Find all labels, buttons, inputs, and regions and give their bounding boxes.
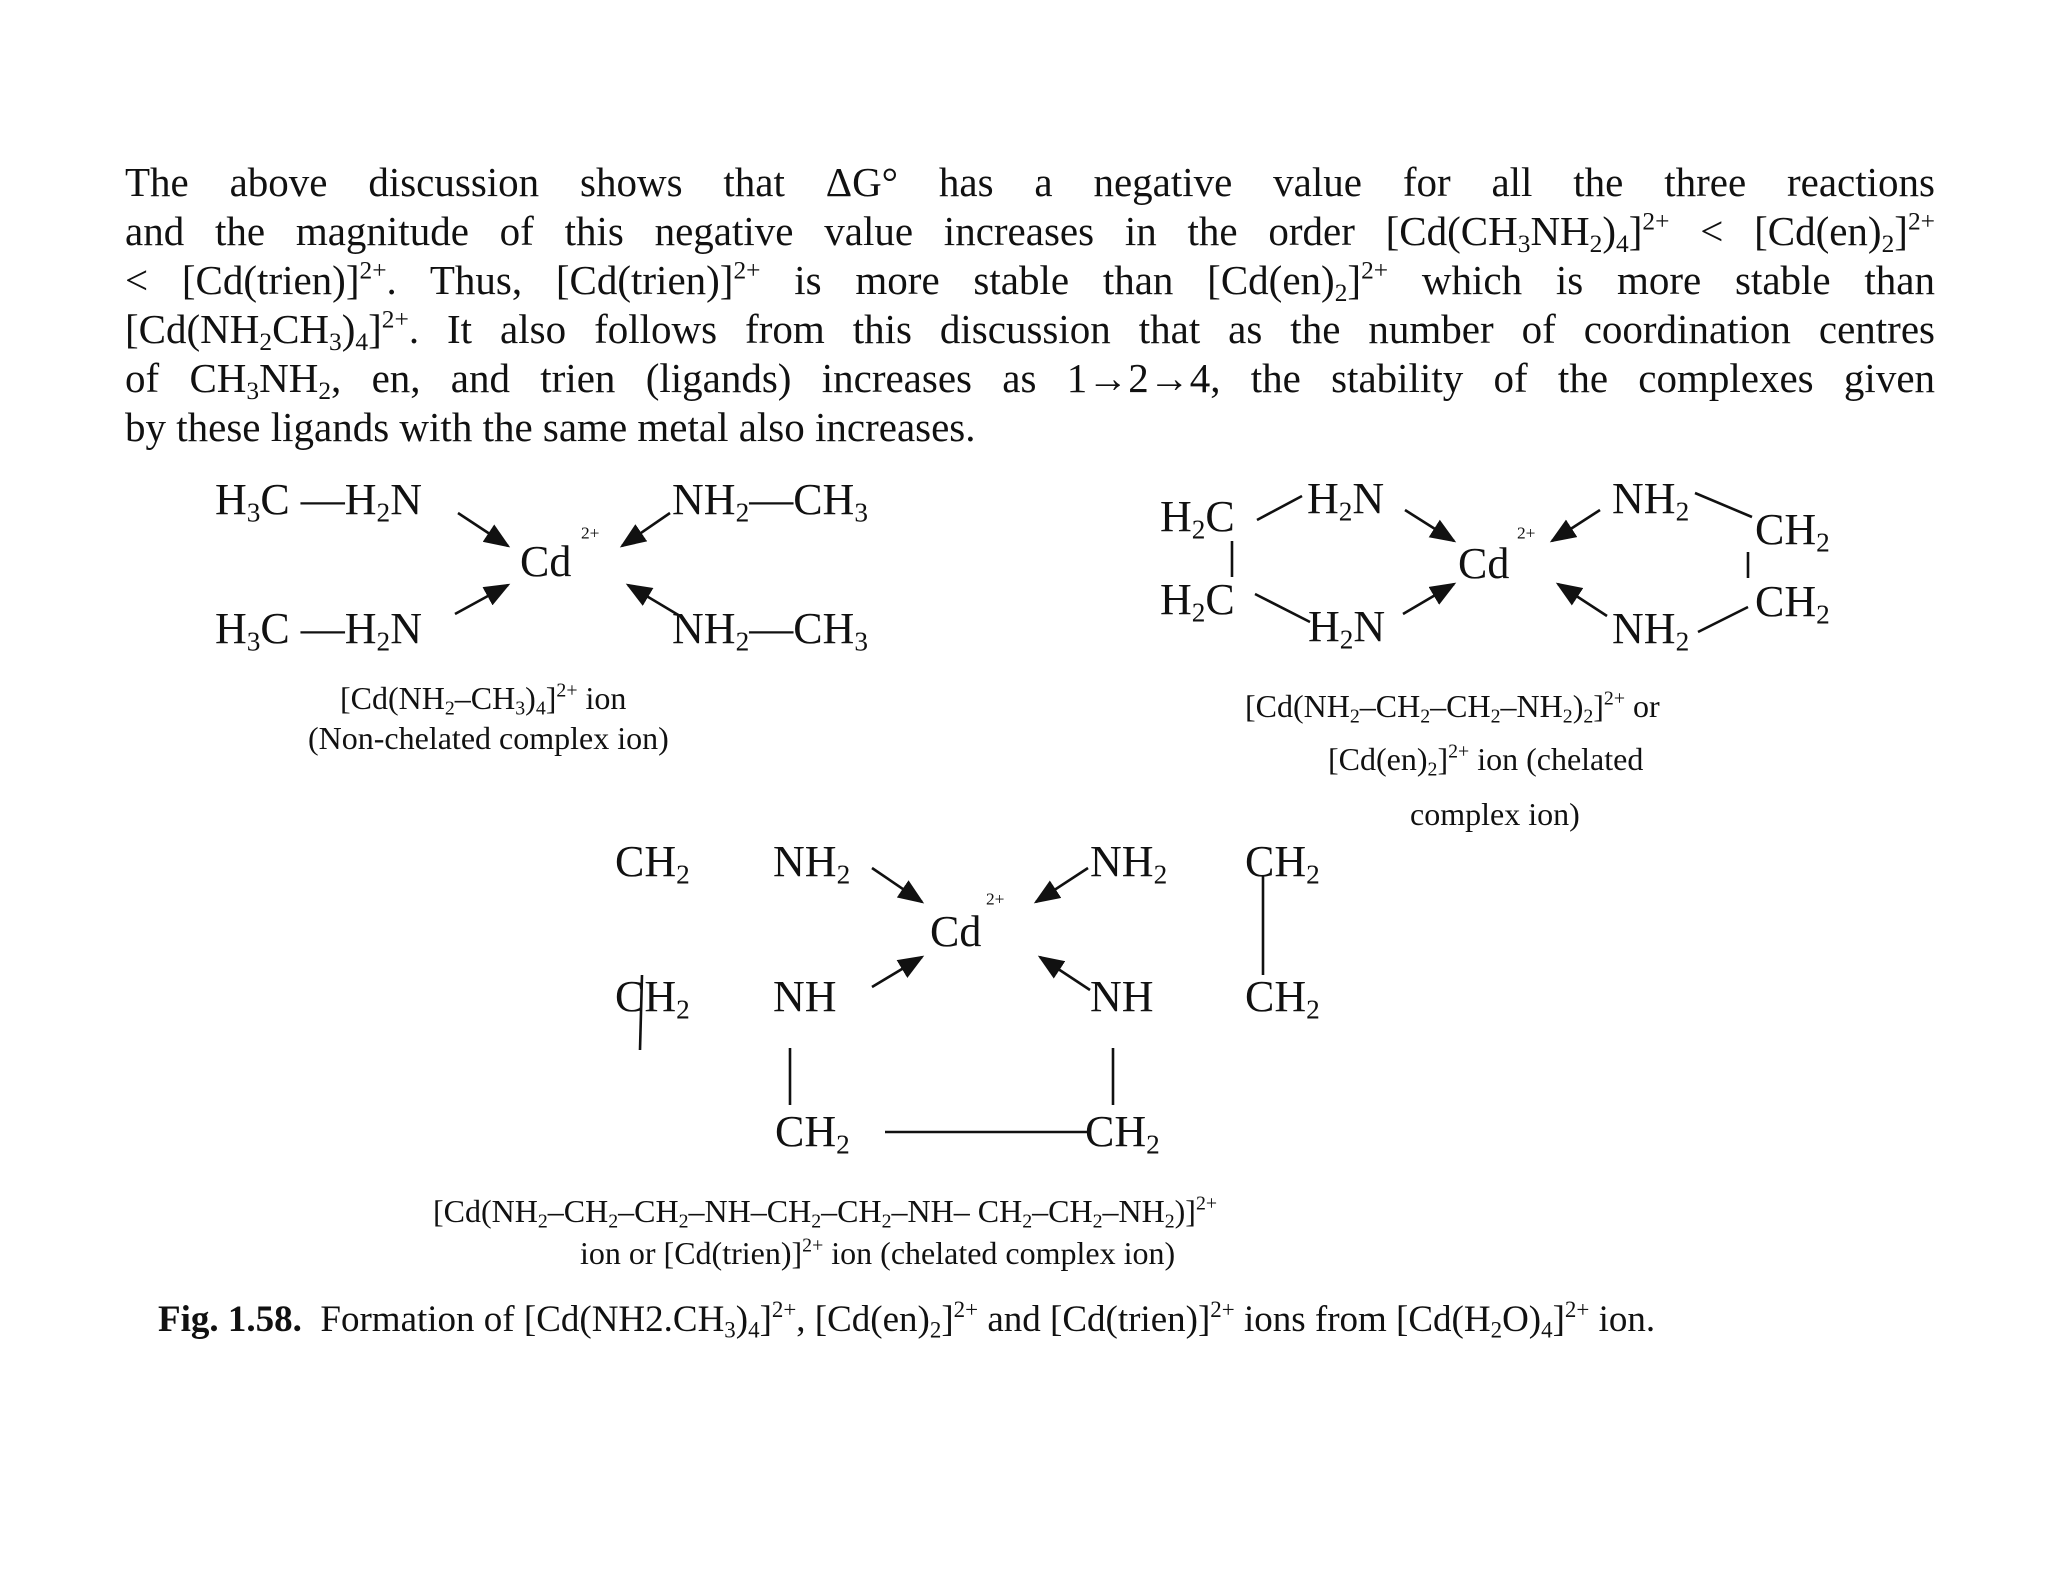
- figure-caption: [158, 1296, 1656, 1343]
- chain-carbon: $CH_2$: [615, 837, 690, 890]
- structure-caption-formula: $[Cd(NH_2-CH_2-CH_2-NH_2)_2]^{2+}$ or: [1245, 687, 1660, 728]
- chain-nitrogen: NH: [1090, 972, 1154, 1021]
- metal-charge: 2+: [986, 889, 1005, 909]
- chain-carbon: $CH_2$: [1245, 837, 1320, 890]
- chain-carbon: $CH_2$: [775, 1107, 850, 1160]
- coordinate-arrow: [1558, 584, 1607, 616]
- bond-line: [1695, 493, 1752, 517]
- coordinate-arrow: [1403, 584, 1454, 614]
- paragraph-line: < [Cd(trien)]$^{2+}$. Thus, [Cd(trien)]$^{2+}$ is more stable than $[Cd(en)_2]^{2+}$ which is more stable than: [125, 256, 1935, 308]
- structure-caption-note: (Non-chelated complex ion): [308, 720, 669, 756]
- coordinate-arrow: [1040, 957, 1090, 990]
- figure-label: Fig. 1.58.: [158, 1299, 302, 1340]
- structure-caption-note: complex ion): [1410, 796, 1580, 832]
- bond-line: [1698, 607, 1748, 632]
- ring-carbon: $H_2C$: [1160, 492, 1235, 545]
- chain-carbon: $CH_2$: [1085, 1107, 1160, 1160]
- coordinate-arrow: [1552, 510, 1600, 541]
- chain-nitrogen: $NH_2$: [773, 837, 851, 890]
- paragraph-line: by these ligands with the same metal also increases.: [125, 404, 976, 450]
- chain-nitrogen: $NH_2$: [1090, 837, 1168, 890]
- metal-center: Cd: [1458, 539, 1510, 588]
- coordinate-arrow: [622, 513, 670, 546]
- metal-center: Cd: [520, 537, 572, 586]
- metal-charge: 2+: [581, 523, 600, 543]
- coordinate-arrow: [1405, 510, 1454, 541]
- ring-nitrogen: $H_2N$: [1308, 602, 1386, 655]
- chain-nitrogen: NH: [773, 972, 837, 1021]
- structure-caption-note: ion or [Cd(trien)]$^{2+}$ ion (chelated complex ion): [580, 1234, 1176, 1271]
- ring-nitrogen: $NH_2$: [1612, 474, 1690, 527]
- ligand-bottom-left: $H_3C$ $—H_2N$: [215, 604, 422, 657]
- figure-caption-text: Formation of $[Cd(NH2.CH_3)_4]^{2+}$, $[Cd(en)_2]^{2+}$ and [Cd(trien)]$^{2+}$ ions from $[Cd(H_2O)_4]^{2+}$ ion.: [320, 1296, 1656, 1343]
- ring-nitrogen: $H_2N$: [1307, 474, 1385, 527]
- paragraph-line: of $CH_3NH_2$, en, and trien (ligands) increases as 1→2→4, the stability of the complexes given: [125, 355, 1936, 406]
- coordinate-arrow: [455, 585, 508, 614]
- ligand-top-right: $NH_2—CH_3$: [672, 475, 868, 528]
- chain-carbon: $CH_2$: [1245, 972, 1320, 1025]
- coordinate-arrow: [872, 868, 922, 902]
- chain-carbon: $CH_2$: [615, 972, 690, 1025]
- paragraph-line: $[Cd(NH_2CH_3)_4]^{2+}$. It also follows from this discussion that as the number of coordination centres: [125, 305, 1935, 357]
- ligand-bottom-right: $NH_2—CH_3$: [672, 604, 868, 657]
- structure-caption-ion: $[Cd(en)_2]^{2+}$ ion (chelated: [1328, 740, 1644, 781]
- structure-caption-formula: $[Cd(NH_2-CH_3)_4]^{2+}$ ion: [340, 679, 627, 720]
- bond-line: [1255, 594, 1310, 622]
- ring-carbon: $CH_2$: [1755, 505, 1830, 558]
- paragraph-line: and the magnitude of this negative value increases in the order $[Cd(CH_3NH_2)_4]^{2+} < [Cd(en)_2]^{2+}$: [125, 207, 1935, 259]
- metal-center: Cd: [930, 907, 982, 956]
- ring-carbon: $CH_2$: [1755, 577, 1830, 630]
- bond-line: [1257, 496, 1302, 520]
- paragraph-line: The above discussion shows that ΔG° has a negative value for all the three reactions: [125, 159, 1935, 205]
- structure-caption-formula: [$Cd(NH_2-CH_2-CH_2-NH-CH_2-CH_2-NH-$ $CH_2-CH_2-NH_2)]^{2+}$: [433, 1192, 1218, 1233]
- coordinate-arrow: [1036, 868, 1088, 902]
- metal-charge: 2+: [1517, 523, 1536, 543]
- ring-carbon: $H_2C$: [1160, 575, 1235, 628]
- coordinate-arrow: [458, 513, 508, 546]
- coordinate-arrow: [872, 957, 922, 987]
- ligand-top-left: $H_3C$ $—H_2N$: [215, 475, 422, 528]
- ring-nitrogen: $NH_2$: [1612, 604, 1690, 657]
